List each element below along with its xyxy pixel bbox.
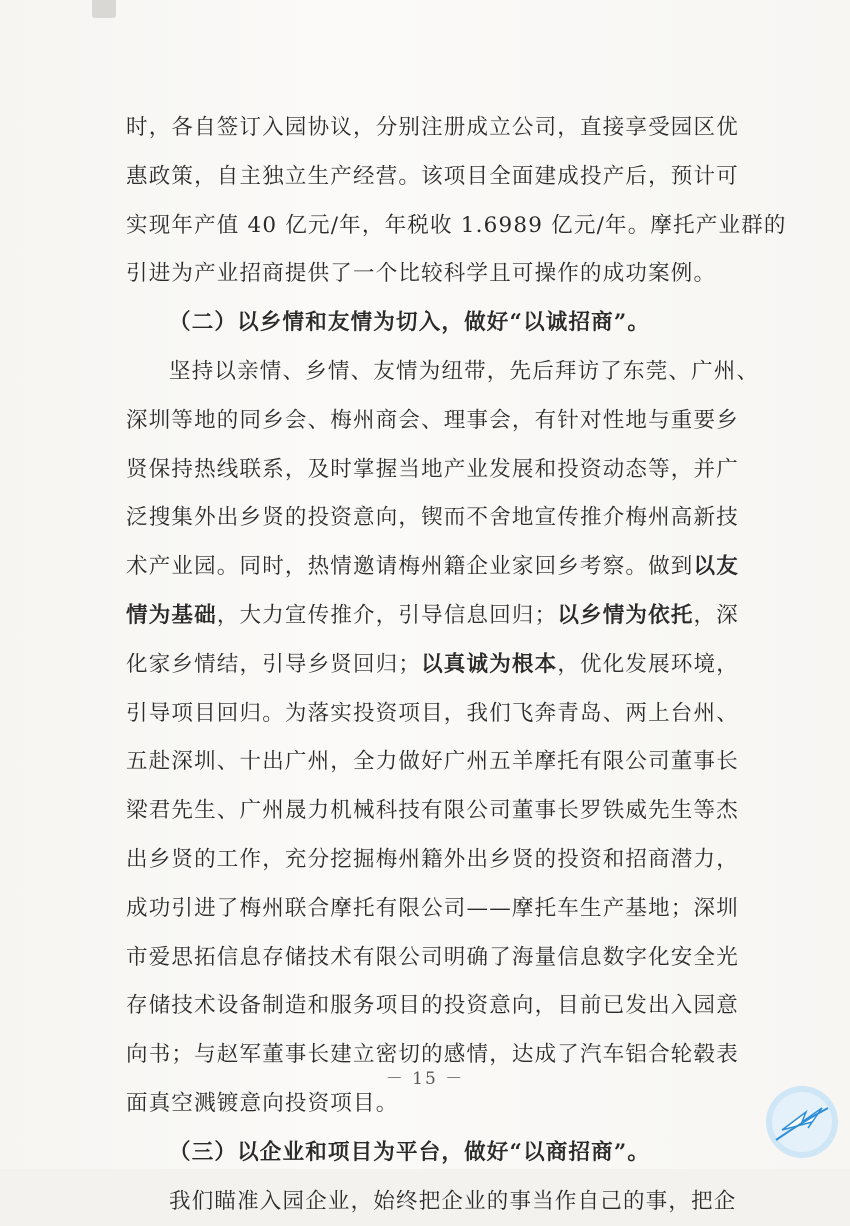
- paragraph-line: 我们瞄准入园企业，始终把企业的事当作自己的事，把企: [169, 1188, 737, 1214]
- text-run: ，深: [693, 602, 739, 628]
- paragraph-line: 引进为产业招商提供了一个比较科学且可操作的成功案例。: [126, 261, 717, 287]
- page-number: － 15 －: [385, 1069, 465, 1089]
- text-run: ，优化发展环境，: [557, 651, 739, 677]
- paragraph-line: 坚持以亲情、乡情、友情为纽带，先后拜访了东莞、广州、: [169, 358, 760, 384]
- body-text: [126, 104, 787, 1226]
- paragraph-line: 惠政策，自主独立生产经营。该项目全面建成投产后，预计可: [126, 163, 739, 189]
- bold-phrase: 以真诚为根本: [421, 651, 558, 677]
- paragraph-line: [126, 641, 739, 690]
- paragraph-line: [126, 543, 739, 592]
- bold-phrase: 情为基础: [126, 602, 217, 628]
- paragraph-line: 出乡贤的工作，充分挖掘梅州籍外出乡贤的投资和招商潜力，: [126, 846, 739, 872]
- paragraph-line: [126, 592, 739, 641]
- section-heading-2: （二）以乡情和友情为切入，做好“以诚招商”。: [169, 310, 651, 336]
- paragraph-line: 引导项目回归。为落实投资项目，我们飞奔青岛、两上台州、: [126, 700, 739, 726]
- bold-phrase: 以乡情为依托: [557, 602, 694, 628]
- paragraph-line: 向书；与赵军董事长建立密切的感情，达成了汽车铝合轮毂表: [126, 1042, 739, 1068]
- section-heading-3: （三）以企业和项目为平台，做好“以商招商”。: [169, 1139, 651, 1165]
- scan-edge-mark: [92, 0, 116, 18]
- text-run: 化家乡情结，引导乡贤回归；: [126, 651, 422, 677]
- text-run: 术产业园。同时，热情邀请梅州籍企业家回乡考察。做到: [126, 554, 694, 580]
- bold-phrase: 以友: [693, 554, 739, 580]
- lightning-badge-icon: [762, 1082, 842, 1162]
- paragraph-line: 梁君先生、广州晟力机械科技有限公司董事长罗铁威先生等杰: [126, 798, 739, 824]
- paragraph-line: 面真空溅镀意向投资项目。: [126, 1090, 399, 1116]
- text-run: ，大力宣传推介，引导信息回归；: [216, 602, 558, 628]
- paragraph-line: 实现年产值 40 亿元/年，年税收 1.6989 亿元/年。摩托产业群的: [126, 212, 787, 238]
- paragraph-line: 时，各自签订入园协议，分别注册成立公司，直接享受园区优: [126, 115, 739, 140]
- paragraph-line: 贤保持热线联系，及时掌握当地产业发展和投资动态等，并广: [126, 456, 739, 482]
- paragraph-line: 泛搜集外出乡贤的投资意向，锲而不舍地宣传推介梅州高新技: [126, 505, 739, 531]
- paragraph-line: 五赴深圳、十出广州，全力做好广州五羊摩托有限公司董事长: [126, 749, 739, 775]
- paragraph-line: 成功引进了梅州联合摩托有限公司——摩托车生产基地；深圳: [126, 895, 739, 921]
- paragraph-line: 存储技术设备制造和服务项目的投资意向，目前已发出入园意: [126, 993, 739, 1019]
- paragraph-line: 深圳等地的同乡会、梅州商会、理事会，有针对性地与重要乡: [126, 407, 739, 433]
- paragraph-line: 市爱思拓信息存储技术有限公司明确了海量信息数字化安全光: [126, 944, 739, 970]
